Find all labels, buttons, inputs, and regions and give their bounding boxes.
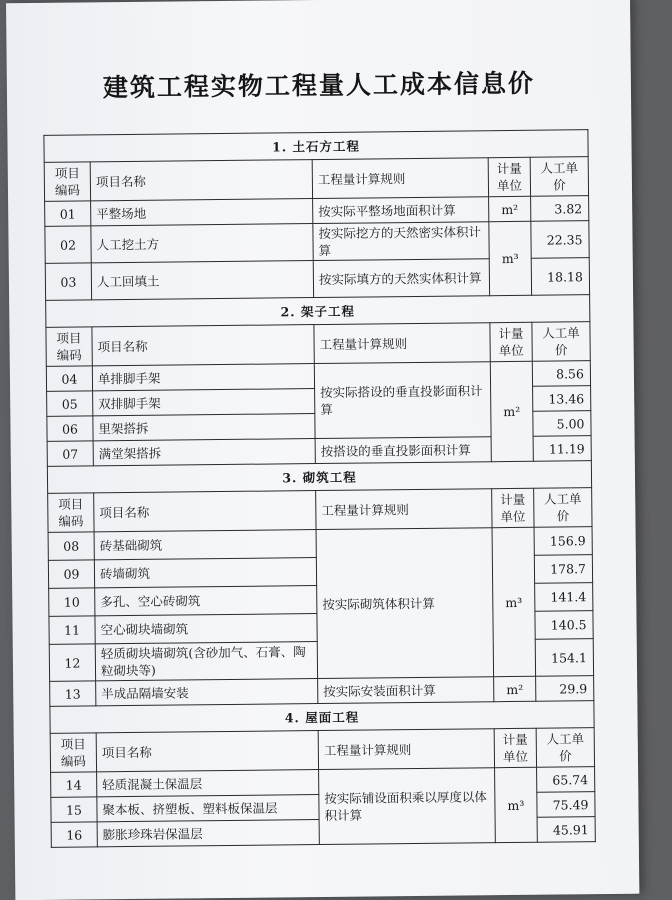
row-rule: 按实际铺设面积乘以厚度以体积计算 (319, 768, 496, 845)
row-name: 多孔、空心砖砌筑 (95, 586, 317, 616)
row-name: 里架搭拆 (93, 414, 315, 441)
column-header-row (44, 157, 588, 202)
row-code: 03 (45, 263, 91, 300)
row-rule: 按实际挖方的天然密实体积计算 (313, 222, 489, 261)
row-price: 11.19 (533, 436, 591, 462)
row-name: 人工挖土方 (91, 224, 313, 263)
row-unit: m³ (495, 767, 538, 842)
row-code: 07 (47, 441, 93, 466)
header-name: 项目名称 (94, 491, 316, 532)
row-unit: m³ (492, 527, 536, 676)
header-code: 项目编码 (44, 162, 90, 201)
header-price: 人工单价 (536, 728, 594, 768)
row-rule: 按实际平整场地面积计算 (313, 197, 489, 224)
row-name: 轻质砌块墙砌筑(含砂加气、石膏、陶粒砌块等) (95, 642, 317, 681)
row-code: 05 (47, 391, 93, 416)
row-code: 12 (49, 644, 95, 681)
header-unit: 计量单位 (488, 157, 530, 196)
section-title: 2. 架子工程 (46, 295, 590, 328)
row-code: 11 (49, 616, 95, 644)
header-price: 人工单价 (530, 157, 588, 197)
row-name: 聚本板、挤塑板、塑料板保温层 (97, 795, 319, 822)
row-code: 09 (48, 560, 94, 588)
row-unit: m² (489, 196, 531, 221)
row-code: 04 (46, 366, 92, 391)
row-name: 砖基础砌筑 (94, 530, 316, 560)
row-name: 人工回填土 (91, 261, 313, 300)
header-code: 项目编码 (46, 327, 92, 366)
row-code: 14 (51, 772, 97, 797)
row-unit: m² (490, 361, 533, 461)
section-title: 4. 屋面工程 (50, 701, 594, 734)
header-price: 人工单价 (534, 488, 592, 528)
row-price: 65.74 (537, 767, 595, 793)
row-price: 45.91 (537, 817, 595, 843)
row-price: 18.18 (531, 258, 589, 296)
table-row (45, 221, 589, 264)
row-price: 3.82 (531, 196, 589, 222)
header-price: 人工单价 (532, 322, 590, 362)
row-price: 178.7 (534, 555, 592, 584)
row-name: 双排脚手架 (93, 389, 315, 416)
row-price: 5.00 (533, 411, 591, 437)
table-row (46, 361, 590, 392)
price-table (43, 129, 595, 848)
row-name: 满堂架搭拆 (93, 439, 315, 466)
row-name: 单排脚手架 (92, 364, 314, 391)
row-unit: m² (494, 676, 536, 701)
document-title: 建筑工程实物工程量人工成本信息价 (102, 68, 536, 103)
header-name: 项目名称 (96, 731, 318, 772)
row-price: 13.46 (533, 386, 591, 412)
section-title: 1. 土石方工程 (44, 130, 588, 163)
row-rule: 按实际填方的天然实体积计算 (313, 259, 489, 298)
row-price: 156.9 (534, 527, 592, 556)
row-name: 砖墙砌筑 (94, 558, 316, 588)
row-code: 06 (47, 416, 93, 441)
row-name: 半成品隔墙安装 (96, 679, 318, 706)
document-page (6, 0, 639, 900)
row-rule: 按实际搭设的垂直投影面积计算 (314, 362, 491, 439)
column-header-row (50, 728, 594, 773)
row-price: 140.5 (535, 611, 593, 640)
column-header-row (48, 488, 592, 533)
row-name: 平整场地 (91, 199, 313, 226)
header-rule: 工程量计算规则 (316, 489, 492, 530)
row-code: 15 (51, 797, 97, 822)
row-price: 75.49 (537, 792, 595, 818)
header-code: 项目编码 (48, 493, 94, 532)
header-rule: 工程量计算规则 (318, 729, 494, 770)
row-code: 13 (50, 681, 96, 706)
header-unit: 计量单位 (490, 322, 532, 361)
row-name: 空心砌块墙砌筑 (95, 614, 317, 644)
header-unit: 计量单位 (494, 728, 536, 767)
section-title: 3. 砌筑工程 (47, 461, 591, 494)
row-unit: m³ (489, 221, 532, 295)
row-name: 轻质混凝土保温层 (97, 770, 319, 797)
row-rule: 按实际砌筑体积计算 (316, 528, 494, 679)
header-unit: 计量单位 (492, 488, 534, 527)
table-row (48, 527, 592, 561)
header-name: 项目名称 (90, 160, 312, 201)
row-code: 08 (48, 532, 94, 560)
row-price: 141.4 (535, 583, 593, 612)
column-header-row (46, 322, 590, 367)
header-rule: 工程量计算规则 (312, 158, 488, 199)
row-code: 16 (51, 822, 97, 847)
header-name: 项目名称 (92, 325, 314, 366)
row-code: 01 (45, 201, 91, 226)
row-price: 29.9 (536, 676, 594, 702)
header-code: 项目编码 (50, 733, 96, 772)
row-price: 8.56 (532, 361, 590, 387)
row-code: 02 (45, 226, 91, 263)
row-name: 膨胀珍珠岩保温层 (97, 820, 319, 847)
row-rule: 按搭设的垂直投影面积计算 (315, 437, 491, 464)
table-row (51, 767, 595, 798)
row-rule: 按实际安装面积计算 (318, 677, 494, 704)
header-rule: 工程量计算规则 (314, 323, 490, 364)
row-price: 154.1 (535, 639, 593, 677)
row-code: 10 (49, 588, 95, 616)
row-price: 22.35 (531, 221, 589, 259)
